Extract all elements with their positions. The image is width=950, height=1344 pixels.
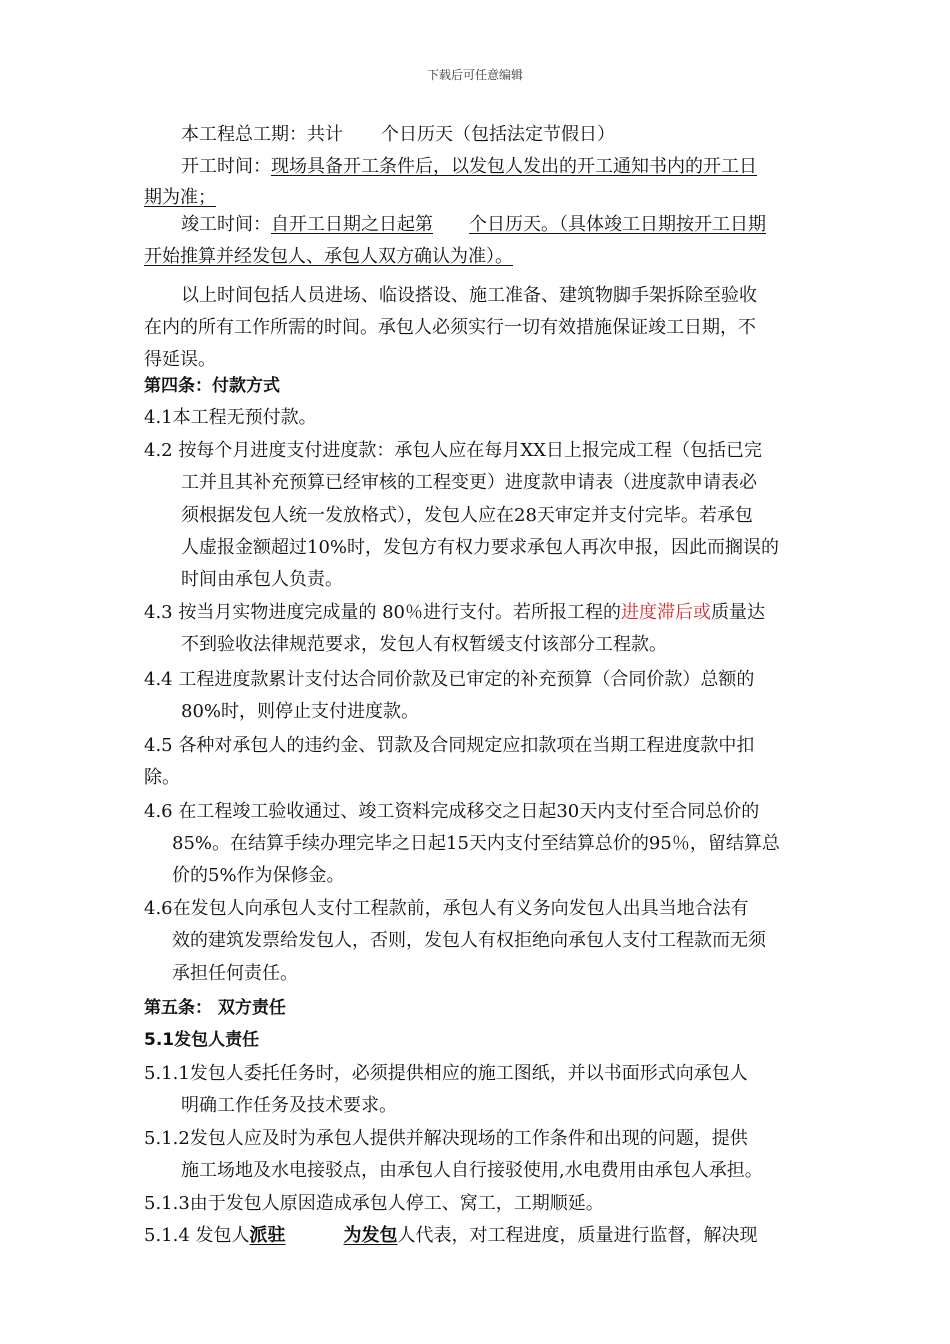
time-scope-line-3: 得延误。 xyxy=(144,349,216,370)
total-duration-line xyxy=(181,123,615,147)
clause-4-2-line-3: 须根据发包人统一发放格式），发包人应在28天审定并支付完毕。若承包 xyxy=(181,505,753,526)
representative-blank xyxy=(286,1224,344,1248)
completion-time-label: 竣工时间： xyxy=(181,214,271,235)
clause-4-2-line-4: 人虚报金额超过10%时，发包方有权力要求承包人再次申报，因此而搁误的 xyxy=(181,537,780,558)
article-5-heading: 第五条： 双方责任 xyxy=(144,998,286,1018)
clause-5-1-heading: 5.1发包人责任 xyxy=(144,1030,260,1050)
total-duration-suffix: 个日历天（包括法定节假日） xyxy=(381,124,615,145)
clause-4-2-line-5: 时间由承包人负责。 xyxy=(181,569,343,590)
clause-4-4-line-2: 80%时，则停止支付进度款。 xyxy=(181,701,420,722)
clause-4-2-line-1: 4.2 按每个月进度支付进度款：承包人应在每月XX日上报完成工程（包括已完 xyxy=(144,440,762,461)
completion-time-text-1a: 自开工日期之日起第 xyxy=(271,214,433,235)
clause-4-3-text-b: 质量达 xyxy=(710,602,765,623)
completion-time-line-1 xyxy=(181,213,766,237)
time-scope-line-2: 在内的所有工作所需的时间。承包人必须实行一切有效措施保证竣工日期，不 xyxy=(144,317,756,338)
clause-4-6b-line-3: 承担任何责任。 xyxy=(172,963,298,984)
clause-4-3-text-a: 4.3 按当月实物进度完成量的 80％进行支付。若所报工程的 xyxy=(144,602,621,623)
clause-4-6-line-1: 4.6 在工程竣工验收通过、竣工资料完成移交之日起30天内支付至合同总价的 xyxy=(144,801,760,822)
clause-5-1-2-line-1: 5.1.2发包人应及时为承包人提供并解决现场的工作条件和出现的问题，提供 xyxy=(144,1128,748,1149)
time-scope-line-1: 以上时间包括人员进场、临设搭设、施工准备、建筑物脚手架拆除至验收 xyxy=(181,285,757,306)
clause-4-6-line-3: 价的5%作为保修金。 xyxy=(172,865,345,886)
clause-5-1-4-line-1 xyxy=(144,1224,758,1248)
start-time-label: 开工时间： xyxy=(181,156,271,177)
clause-4-3-line-2: 不到验收法律规范要求，发包人有权暂缓支付该部分工程款。 xyxy=(181,634,667,655)
total-duration-prefix: 本工程总工期：共计 xyxy=(181,124,343,145)
clause-4-5-line-1: 4.5 各种对承包人的违约金、罚款及合同规定应扣款项在当期工程进度款中扣 xyxy=(144,735,755,756)
clause-5-1-3: 5.1.3由于发包人原因造成承包人停工、窝工，工期顺延。 xyxy=(144,1193,604,1214)
clause-4-3-line-1 xyxy=(144,601,765,625)
clause-4-5-line-2: 除。 xyxy=(144,767,180,788)
clause-5-1-1-line-1: 5.1.1发包人委托任务时，必须提供相应的施工图纸，并以书面形式向承包人 xyxy=(144,1063,748,1084)
start-time-line-1 xyxy=(181,155,757,179)
clause-4-6-line-2: 85%。在结算手续办理完毕之日起15天内支付至结算总价的95％，留结算总 xyxy=(172,833,780,854)
article-4-heading: 第四条：付款方式 xyxy=(144,376,280,396)
clause-5-1-4-bold-b: 为发包 xyxy=(343,1225,398,1246)
clause-4-3-red-text: 进度滞后或 xyxy=(620,602,711,623)
clause-5-1-4-bold-a: 派驻 xyxy=(249,1225,286,1246)
clause-4-1: 4.1本工程无预付款。 xyxy=(144,407,317,428)
completion-days-blank xyxy=(433,213,469,237)
completion-time-line-2: 开始推算并经发包人、承包人双方确认为准）。 xyxy=(144,246,513,267)
clause-4-4-line-1: 4.4 工程进度款累计支付达合同价款及已审定的补充预算（合同价款）总额的 xyxy=(144,669,755,690)
clause-5-1-4-text-d: 人代表，对工程进度，质量进行监督，解决现 xyxy=(397,1225,758,1246)
start-time-text-1: 现场具备开工条件后，以发包人发出的开工通知书内的开工日 xyxy=(271,156,757,177)
clause-5-1-1-line-2: 明确工作任务及技术要求。 xyxy=(181,1095,397,1116)
clause-4-6b-line-1: 4.6在发包人向承包人支付工程款前，承包人有义务向发包人出具当地合法有 xyxy=(144,898,749,919)
page-header: 下载后可任意编辑 xyxy=(426,68,523,82)
clause-4-6b-line-2: 效的建筑发票给发包人，否则，发包人有权拒绝向承包人支付工程款而无须 xyxy=(172,930,766,951)
clause-5-1-4-text-a: 5.1.4 发包人 xyxy=(144,1225,250,1246)
completion-time-text-1b: 个日历天。（具体竣工日期按开工日期 xyxy=(469,214,766,235)
start-time-line-2: 期为准； xyxy=(144,187,216,208)
clause-5-1-2-line-2: 施工场地及水电接驳点，由承包人自行接驳使用,水电费用由承包人承担。 xyxy=(181,1160,763,1181)
clause-4-2-line-2: 工并且其补充预算已经审核的工程变更）进度款申请表（进度款申请表必 xyxy=(181,472,757,493)
